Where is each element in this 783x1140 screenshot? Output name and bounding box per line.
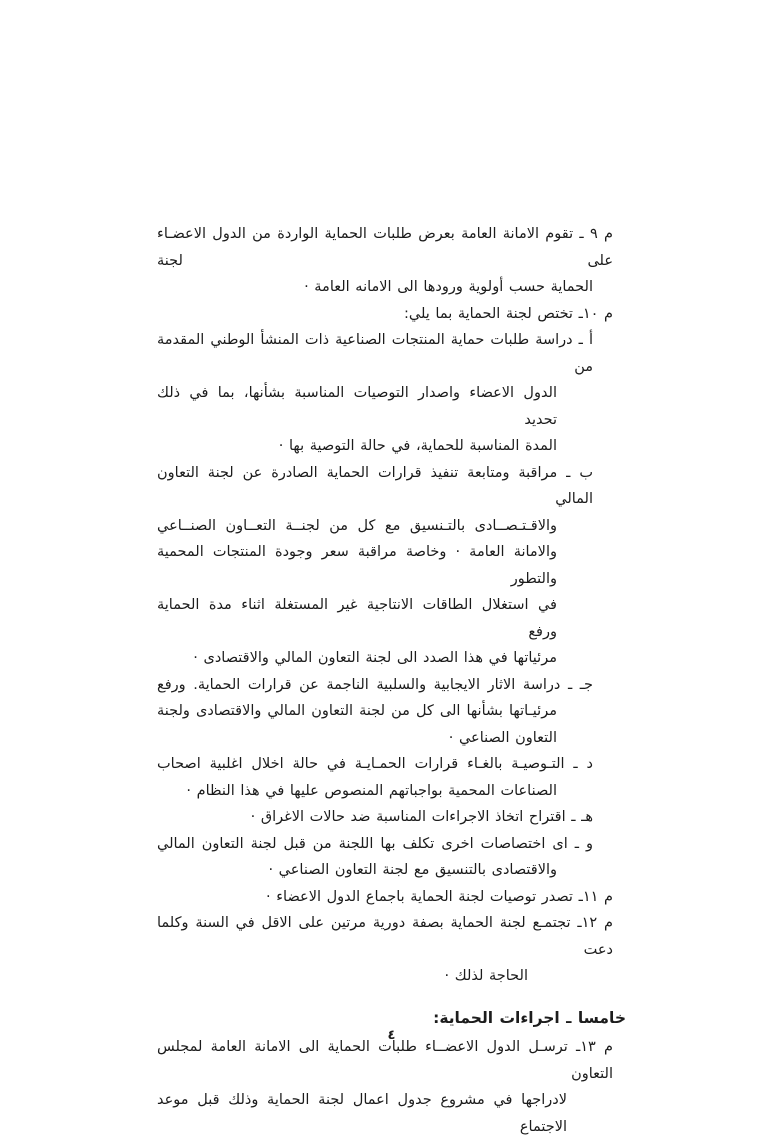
article-12 <box>157 910 613 990</box>
text-line: م ١٢ـ تجتمـع لجنة الحماية بصفة دورية مرتين على الاقل في السنة وكلما دعت <box>157 915 614 958</box>
text-line: ب ـ مراقبة ومتابعة تنفيذ قرارات الحماية الصادرة عن لجنة التعاون المالي <box>157 464 593 507</box>
item-alef <box>157 327 613 460</box>
item-ha <box>157 804 613 831</box>
item-jeem <box>157 672 613 752</box>
text-line: م ١٣ـ ترسـل الدول الاعضــاء طلبات الحماية الى الامانة العامة لمجلس التعاون <box>157 1039 613 1082</box>
text-line: والاقـتـصــادى بالتـنسيق مع كل من لجنــة التعــاون الصنــاعي <box>157 517 557 534</box>
text-line: م ٩ ـ تقوم الامانة العامة بعرض طلبات الحماية الواردة من الدول الاعضـاء على لجنة <box>157 226 613 269</box>
text-line: و ـ اى اختصاصات اخرى تكلف بها اللجنة من قبل لجنة التعاون المالي <box>157 835 593 852</box>
article-9 <box>157 221 613 301</box>
section-heading-text: خامسا ـ اجراءات الحماية: <box>433 1008 626 1027</box>
text-line: الحماية حسب أولوية ورودها الى الامانه العامة · <box>304 279 593 295</box>
item-waw <box>157 831 613 884</box>
text-line: والامانة العامة · وخاصة مراقبة سعر وجودة المنتجات المحمية والتطور <box>157 544 557 587</box>
text-line: الدول الاعضاء واصدار التوصيات المناسبة بشأنها، بما في ذلك تحديد <box>157 385 557 428</box>
page-number: ٤ <box>387 1028 396 1043</box>
text-line: هـ ـ اقتراح اتخاذ الاجراءات المناسبة ضد حالات الاغراق · <box>250 809 593 825</box>
article-10 <box>157 301 613 328</box>
item-dal <box>157 751 613 804</box>
document-body <box>157 221 626 1140</box>
text-line: في استغلال الطاقات الانتاجية غير المستغلة اثناء مدة الحماية ورفع <box>157 597 557 640</box>
text-line: الصناعات المحمية بواجباتهم المنصوص عليها في هذا النظام · <box>186 782 557 799</box>
text-line: مرئيـاتها بشأنها الى كل من لجنة التعاون المالي والاقتصادى ولجنة <box>157 703 557 719</box>
text-line: م ١٠ـ تختص لجنة الحماية بما يلي: <box>404 305 613 322</box>
text-line: د ـ التـوصيـة بالغـاء قرارات الحمـايـة في حالة اخلال اغلبية اصحاب <box>157 756 593 772</box>
text-line: الحاجة لذلك · <box>444 968 528 984</box>
text-line: لادراجها في مشروع جدول اعمال لجنة الحماية وذلك قبل موعد الاجتماع <box>157 1092 567 1135</box>
text-line: م ١١ـ تصدر توصيات لجنة الحماية باجماع الدول الاعضاء · <box>266 888 613 905</box>
text-line: التعاون الصناعي · <box>448 729 557 746</box>
article-11 <box>157 884 613 911</box>
item-ba <box>157 460 613 672</box>
article-13 <box>157 1034 613 1140</box>
text-line: مرئياتها في هذا الصدد الى لجنة التعاون المالي والاقتصادى · <box>193 650 557 666</box>
text-line: جـ ـ دراسة الاثار الايجابية والسلبية الناجمة عن قرارات الحماية. ورفع <box>157 676 593 693</box>
text-line: والاقتصادى بالتنسيق مع لجنة التعاون الصناعي · <box>268 862 557 878</box>
text-line: المدة المناسبة للحماية، في حالة التوصية بها · <box>278 438 557 454</box>
text-line: أ ـ دراسة طلبات حماية المنتجات الصناعية ذات المنشأ الوطني المقدمة من <box>157 332 593 375</box>
